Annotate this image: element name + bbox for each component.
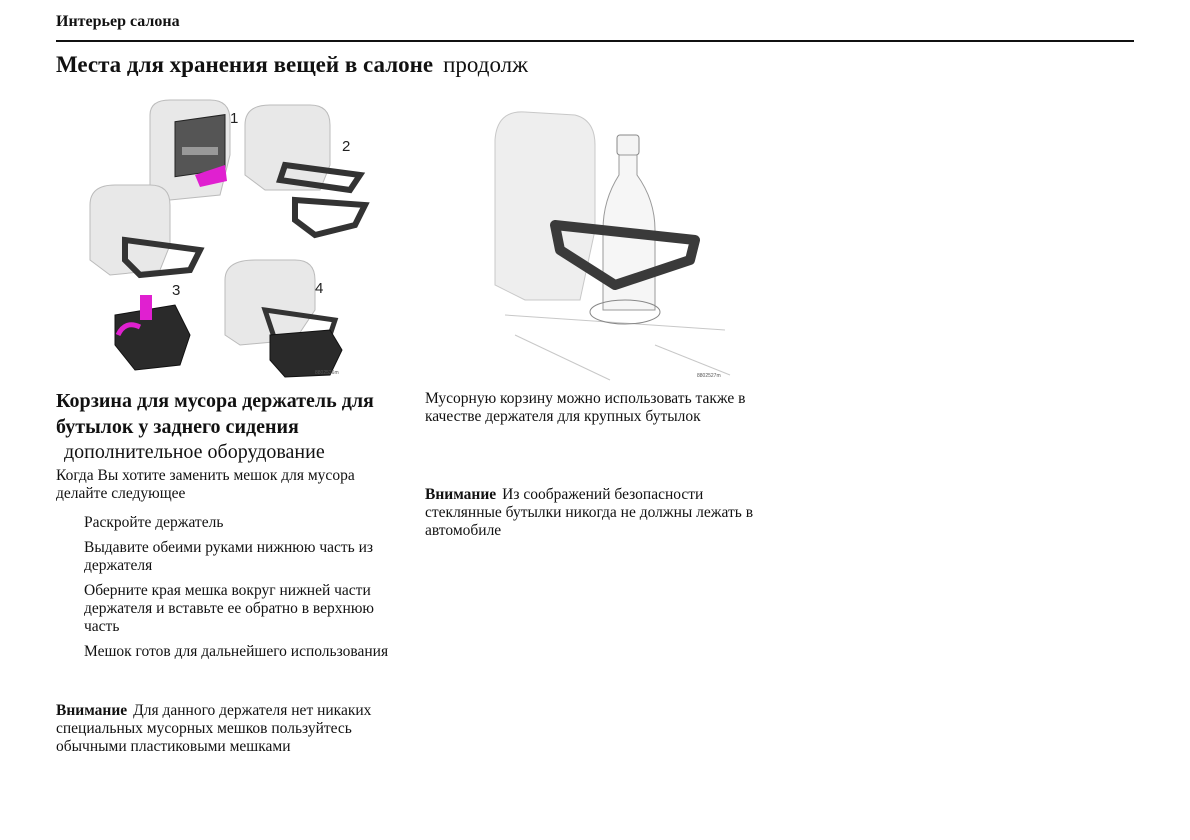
section-header: Интерьер салона [56,13,180,30]
section-subheading: дополнительное оборудование [64,441,325,463]
step-4-illustration [225,260,342,377]
instruction-list [84,514,404,668]
figure-code: 8802527m [697,373,721,379]
bag-replacement-illustration [80,95,380,380]
note-label: Внимание [56,702,128,719]
figure-code: 8802526m [315,370,339,376]
instruction-step: Оберните края мешка вокруг нижней части держателя и вставьте ее обратно в верхнюю часть [84,582,374,635]
note-left [56,702,386,756]
instruction-step: Выдавите обеими руками нижнюю часть из держателя [84,539,374,574]
step-number: 1 [230,110,239,127]
step-1-illustration [150,100,238,200]
step-number: 4 [315,280,324,297]
note-label: Внимание [425,486,497,503]
page-title [56,52,528,78]
bottle-holder-text: Мусорную корзину можно использовать также в качестве держателя для крупных бутылок [425,390,746,425]
note-text: Из соображений безопасности стеклянные бутылки никогда не должны лежать в автомобиле [425,486,754,539]
instruction-step: Мешок готов для дальнейшего использования [84,643,389,660]
step-number: 2 [342,138,351,155]
page-title-main: Места для хранения вещей в салоне [56,52,434,77]
note-text: Для данного держателя нет никаких специальных мусорных мешков пользуйтесь обычными пластиковыми мешками [56,702,372,755]
step-number: 3 [172,282,181,299]
page-title-continued: продолж [443,52,529,77]
step-2-illustration [245,105,365,235]
note-right [425,486,765,540]
bottle-holder-illustration [485,100,745,382]
section-heading: Корзина для мусора держатель для бутылок у заднего сидения [56,390,374,438]
header-divider [56,40,1134,42]
step-3-illustration [90,185,200,370]
intro-text: Когда Вы хотите заменить мешок для мусора делайте следующее [56,467,355,502]
instruction-step: Раскройте держатель [84,514,224,531]
